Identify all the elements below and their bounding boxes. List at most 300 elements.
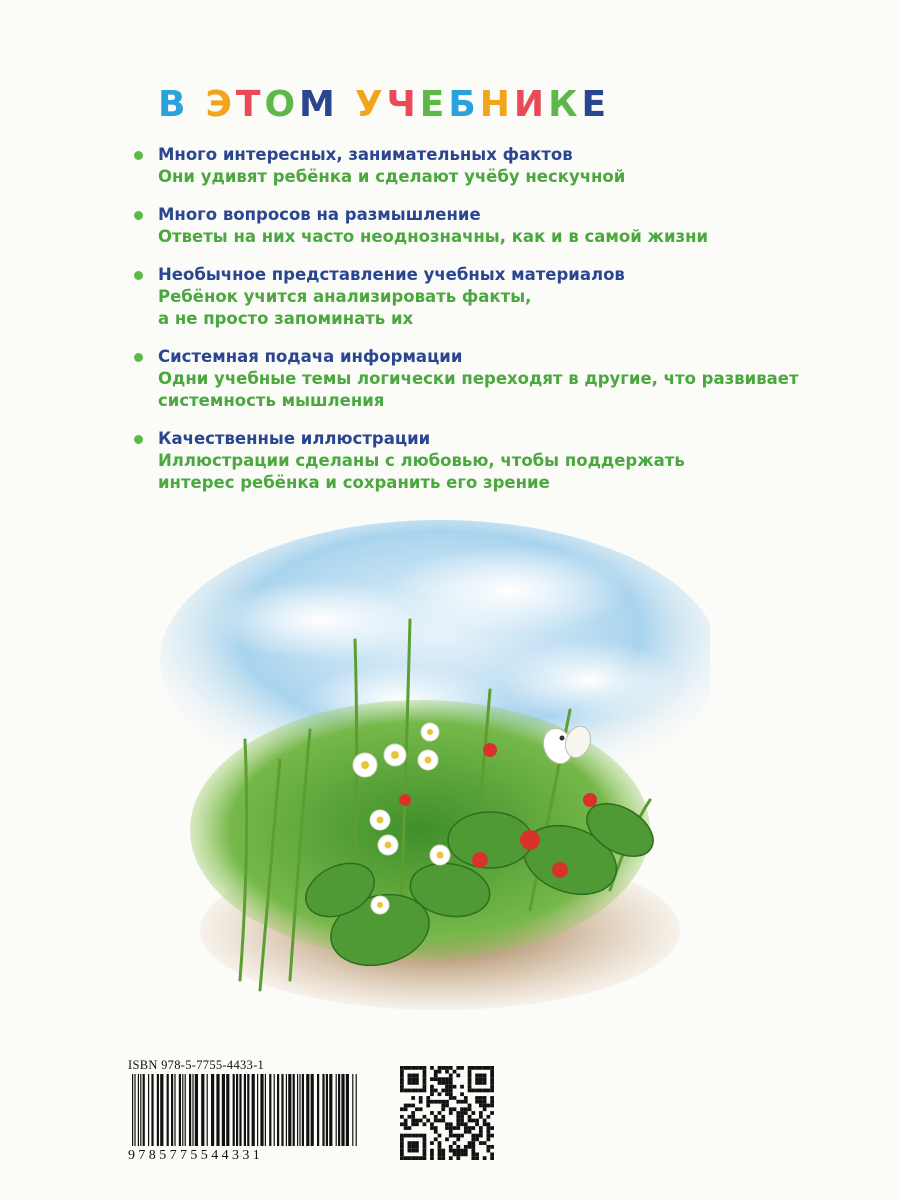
qr-module xyxy=(460,1085,464,1089)
qr-module xyxy=(411,1122,415,1126)
barcode-block xyxy=(128,1058,366,1168)
qr-module xyxy=(464,1145,468,1149)
qr-module xyxy=(479,1126,483,1130)
qr-module xyxy=(426,1104,430,1108)
qr-module xyxy=(415,1077,419,1081)
qr-module xyxy=(411,1077,415,1081)
feature-description: Они удивят ребёнка и сделают учёбу нескучной xyxy=(158,167,626,186)
qr-module xyxy=(486,1089,490,1093)
qr-module xyxy=(445,1077,449,1081)
qr-module xyxy=(419,1134,423,1138)
qr-module xyxy=(445,1104,449,1108)
qr-module xyxy=(453,1107,457,1111)
qr-module xyxy=(471,1137,475,1141)
qr-module xyxy=(456,1145,460,1149)
qr-module xyxy=(434,1070,438,1074)
qr-module xyxy=(434,1089,438,1093)
qr-module xyxy=(486,1066,490,1070)
barcode-bar xyxy=(322,1074,324,1146)
qr-module xyxy=(408,1081,412,1085)
qr-module xyxy=(400,1077,404,1081)
barcode-bar xyxy=(201,1074,204,1146)
qr-module xyxy=(483,1122,487,1126)
barcode-bar xyxy=(207,1074,208,1146)
barcode-bar xyxy=(195,1074,198,1146)
qr-module xyxy=(449,1096,453,1100)
qr-module xyxy=(453,1126,457,1130)
qr-module xyxy=(415,1074,419,1078)
qr-module xyxy=(453,1096,457,1100)
qr-module xyxy=(441,1115,445,1119)
barcode-bar xyxy=(157,1074,159,1146)
qr-module xyxy=(456,1134,460,1138)
qr-module xyxy=(479,1077,483,1081)
qr-module xyxy=(426,1096,430,1100)
qr-module xyxy=(453,1070,457,1074)
qr-module xyxy=(475,1077,479,1081)
feature-description: Ребёнок учится анализировать факты, xyxy=(158,287,532,306)
qr-module xyxy=(430,1085,434,1089)
qr-module xyxy=(479,1104,483,1108)
qr-module xyxy=(434,1126,438,1130)
qr-module xyxy=(490,1077,494,1081)
qr-module xyxy=(453,1141,457,1145)
qr-module xyxy=(400,1149,404,1153)
qr-module xyxy=(468,1104,472,1108)
qr-module xyxy=(471,1119,475,1123)
qr-module xyxy=(423,1077,427,1081)
qr-module xyxy=(404,1156,408,1160)
qr-module xyxy=(434,1130,438,1134)
qr-module xyxy=(456,1137,460,1141)
qr-module xyxy=(445,1070,449,1074)
feature-list xyxy=(132,144,852,494)
qr-module xyxy=(415,1107,419,1111)
qr-module xyxy=(400,1122,404,1126)
qr-module xyxy=(430,1089,434,1093)
qr-module xyxy=(438,1081,442,1085)
qr-module xyxy=(438,1134,442,1138)
qr-module xyxy=(400,1070,404,1074)
qr-module xyxy=(456,1115,460,1119)
qr-module xyxy=(426,1100,430,1104)
qr-module xyxy=(411,1115,415,1119)
qr-module xyxy=(423,1074,427,1078)
qr-module xyxy=(468,1085,472,1089)
qr-module xyxy=(438,1145,442,1149)
qr-module xyxy=(468,1141,472,1145)
feature-item xyxy=(132,346,852,412)
qr-module xyxy=(441,1100,445,1104)
qr-module xyxy=(411,1156,415,1160)
barcode-bar xyxy=(185,1074,186,1146)
qr-module xyxy=(490,1111,494,1115)
qr-module xyxy=(479,1074,483,1078)
feature-title: Много вопросов на размышление xyxy=(158,205,481,224)
qr-module xyxy=(483,1156,487,1160)
qr-module xyxy=(423,1115,427,1119)
barcode-bar xyxy=(257,1074,258,1146)
qr-module xyxy=(486,1149,490,1153)
qr-module xyxy=(449,1111,453,1115)
qr-module xyxy=(468,1070,472,1074)
qr-module xyxy=(460,1111,464,1115)
qr-module xyxy=(415,1081,419,1085)
qr-module xyxy=(415,1122,419,1126)
bullet-icon xyxy=(134,271,143,280)
qr-module xyxy=(445,1100,449,1104)
qr-module xyxy=(423,1145,427,1149)
heading-space xyxy=(339,84,355,125)
qr-module xyxy=(445,1081,449,1085)
qr-module xyxy=(400,1085,404,1089)
qr-module xyxy=(434,1119,438,1123)
qr-module xyxy=(441,1119,445,1123)
feature-description: Ответы на них часто неоднозначны, как и в самой жизни xyxy=(158,227,709,246)
qr-module xyxy=(408,1089,412,1093)
qr-module xyxy=(441,1077,445,1081)
qr-module xyxy=(423,1070,427,1074)
barcode-bar xyxy=(140,1074,141,1146)
qr-module xyxy=(411,1111,415,1115)
qr-module xyxy=(419,1066,423,1070)
qr-module xyxy=(449,1074,453,1078)
qr-module xyxy=(468,1145,472,1149)
qr-module xyxy=(419,1100,423,1104)
qr-module xyxy=(438,1077,442,1081)
qr-module xyxy=(400,1134,404,1138)
qr-module xyxy=(438,1070,442,1074)
qr-module xyxy=(404,1104,408,1108)
qr-code-icon xyxy=(400,1066,494,1160)
barcode-bar xyxy=(182,1074,183,1146)
qr-module xyxy=(438,1111,442,1115)
heading-letter: Е xyxy=(581,84,611,125)
heading-letter: Т xyxy=(235,84,265,125)
qr-module xyxy=(430,1111,434,1115)
qr-module xyxy=(423,1141,427,1145)
heading-letter: В xyxy=(158,84,190,125)
qr-module xyxy=(460,1107,464,1111)
qr-module xyxy=(423,1066,427,1070)
qr-module xyxy=(430,1126,434,1130)
qr-module xyxy=(415,1149,419,1153)
qr-module xyxy=(400,1156,404,1160)
barcode-bar xyxy=(148,1074,149,1146)
qr-module xyxy=(471,1066,475,1070)
barcode-bar xyxy=(269,1074,271,1146)
qr-module xyxy=(490,1085,494,1089)
qr-module xyxy=(449,1145,453,1149)
qr-module xyxy=(411,1104,415,1108)
qr-module xyxy=(423,1149,427,1153)
qr-module xyxy=(479,1111,483,1115)
qr-module xyxy=(430,1141,434,1145)
qr-module xyxy=(471,1111,475,1115)
qr-module xyxy=(434,1074,438,1078)
qr-module xyxy=(400,1107,404,1111)
qr-module xyxy=(456,1152,460,1156)
qr-module xyxy=(468,1119,472,1123)
qr-module xyxy=(419,1089,423,1093)
qr-module xyxy=(445,1137,449,1141)
qr-module xyxy=(408,1077,412,1081)
qr-module xyxy=(464,1111,468,1115)
qr-module xyxy=(460,1119,464,1123)
qr-module xyxy=(449,1122,453,1126)
qr-module xyxy=(408,1149,412,1153)
qr-module xyxy=(423,1089,427,1093)
feature-item xyxy=(132,428,852,494)
barcode-bar xyxy=(352,1074,353,1146)
qr-module xyxy=(486,1115,490,1119)
heading-space xyxy=(189,84,205,125)
qr-module xyxy=(441,1107,445,1111)
qr-module xyxy=(460,1092,464,1096)
qr-module xyxy=(408,1145,412,1149)
qr-module xyxy=(483,1066,487,1070)
qr-module xyxy=(464,1152,468,1156)
barcode-bar xyxy=(281,1074,283,1146)
qr-module xyxy=(423,1156,427,1160)
qr-module xyxy=(471,1149,475,1153)
qr-module xyxy=(411,1081,415,1085)
qr-module xyxy=(404,1119,408,1123)
qr-module xyxy=(453,1134,457,1138)
qr-module xyxy=(438,1092,442,1096)
qr-module xyxy=(468,1126,472,1130)
qr-module xyxy=(411,1119,415,1123)
qr-module xyxy=(430,1122,434,1126)
qr-module xyxy=(490,1100,494,1104)
heading-letter: О xyxy=(264,84,300,125)
qr-module xyxy=(483,1100,487,1104)
qr-module xyxy=(445,1122,449,1126)
qr-module xyxy=(419,1107,423,1111)
qr-module xyxy=(408,1104,412,1108)
barcode-bar xyxy=(236,1074,238,1146)
qr-module xyxy=(423,1137,427,1141)
qr-module xyxy=(404,1089,408,1093)
barcode-bar xyxy=(239,1074,241,1146)
qr-module xyxy=(400,1089,404,1093)
qr-module xyxy=(445,1092,449,1096)
qr-module xyxy=(438,1141,442,1145)
qr-module xyxy=(486,1137,490,1141)
qr-module xyxy=(471,1152,475,1156)
qr-module xyxy=(490,1074,494,1078)
qr-module xyxy=(456,1111,460,1115)
barcode-bar xyxy=(143,1074,145,1146)
qr-module xyxy=(449,1085,453,1089)
qr-module xyxy=(449,1089,453,1093)
qr-module xyxy=(434,1100,438,1104)
qr-module xyxy=(483,1081,487,1085)
barcode-bar xyxy=(211,1074,214,1146)
qr-module xyxy=(464,1130,468,1134)
qr-module xyxy=(490,1134,494,1138)
qr-module xyxy=(449,1092,453,1096)
qr-module xyxy=(419,1156,423,1160)
heading-letter: Э xyxy=(205,84,236,125)
feature-description: а не просто запоминать их xyxy=(158,309,414,328)
qr-module xyxy=(400,1137,404,1141)
qr-module xyxy=(468,1115,472,1119)
heading-letter: И xyxy=(513,84,549,125)
qr-module xyxy=(430,1077,434,1081)
qr-module xyxy=(464,1122,468,1126)
qr-module xyxy=(483,1107,487,1111)
qr-module xyxy=(479,1100,483,1104)
qr-module xyxy=(445,1085,449,1089)
qr-module xyxy=(415,1141,419,1145)
barcode-bar xyxy=(317,1074,319,1146)
qr-module xyxy=(490,1066,494,1070)
isbn-number: ISBN 978-5-7755-4433-1 xyxy=(128,1058,265,1072)
qr-module xyxy=(411,1145,415,1149)
strawberry-meadow-illustration xyxy=(150,510,710,1030)
qr-module xyxy=(468,1130,472,1134)
qr-module xyxy=(486,1126,490,1130)
barcode-bar xyxy=(286,1074,287,1146)
qr-module xyxy=(423,1122,427,1126)
barcode-bar xyxy=(346,1074,349,1146)
qr-module xyxy=(438,1119,442,1123)
qr-module xyxy=(475,1100,479,1104)
barcode-bar xyxy=(160,1074,163,1146)
qr-module xyxy=(490,1145,494,1149)
qr-module xyxy=(475,1156,479,1160)
barcode-bar xyxy=(297,1074,298,1146)
qr-module xyxy=(449,1134,453,1138)
qr-module xyxy=(411,1141,415,1145)
barcode-bar xyxy=(356,1074,357,1146)
qr-module xyxy=(471,1134,475,1138)
qr-module xyxy=(471,1126,475,1130)
qr-module xyxy=(423,1152,427,1156)
barcode-bar xyxy=(247,1074,249,1146)
barcode-bar xyxy=(277,1074,279,1146)
qr-module xyxy=(441,1066,445,1070)
qr-module xyxy=(400,1141,404,1145)
qr-module xyxy=(411,1089,415,1093)
qr-module xyxy=(400,1152,404,1156)
qr-module xyxy=(475,1134,479,1138)
barcode-bar xyxy=(233,1074,235,1146)
barcode-bar xyxy=(179,1074,181,1146)
qr-module xyxy=(441,1156,445,1160)
qr-module xyxy=(456,1156,460,1160)
feature-description: Одни учебные темы логически переходят в другие, что развивает xyxy=(158,369,799,388)
qr-module xyxy=(423,1134,427,1138)
qr-module xyxy=(460,1122,464,1126)
qr-module xyxy=(456,1100,460,1104)
qr-module xyxy=(486,1145,490,1149)
heading-letter: Е xyxy=(419,84,449,125)
qr-module xyxy=(460,1100,464,1104)
qr-module xyxy=(475,1074,479,1078)
bullet-icon xyxy=(134,353,143,362)
barcode-bar xyxy=(216,1074,219,1146)
qr-module xyxy=(434,1077,438,1081)
qr-module xyxy=(430,1152,434,1156)
qr-module xyxy=(475,1089,479,1093)
qr-module xyxy=(404,1107,408,1111)
qr-module xyxy=(471,1089,475,1093)
qr-module xyxy=(430,1156,434,1160)
qr-module xyxy=(464,1149,468,1153)
barcode-bar xyxy=(329,1074,332,1146)
qr-module xyxy=(449,1126,453,1130)
qr-module xyxy=(460,1134,464,1138)
heading-letter: Ч xyxy=(386,84,420,125)
qr-module xyxy=(400,1074,404,1078)
barcode-bar xyxy=(252,1074,255,1146)
qr-module xyxy=(464,1096,468,1100)
qr-module xyxy=(479,1081,483,1085)
qr-module xyxy=(479,1096,483,1100)
qr-module xyxy=(483,1141,487,1145)
qr-module xyxy=(423,1081,427,1085)
qr-module xyxy=(483,1089,487,1093)
bullet-icon xyxy=(134,151,143,160)
qr-module xyxy=(468,1077,472,1081)
qr-module xyxy=(460,1115,464,1119)
qr-module xyxy=(475,1081,479,1085)
qr-module xyxy=(411,1066,415,1070)
bullet-icon xyxy=(134,211,143,220)
qr-module xyxy=(490,1096,494,1100)
qr-module xyxy=(479,1089,483,1093)
qr-module xyxy=(479,1134,483,1138)
barcode-bar xyxy=(192,1074,193,1146)
qr-module xyxy=(456,1074,460,1078)
qr-module xyxy=(490,1104,494,1108)
qr-module xyxy=(449,1156,453,1160)
qr-module xyxy=(441,1104,445,1108)
barcode-bar xyxy=(336,1074,337,1146)
qr-module xyxy=(411,1149,415,1153)
qr-module xyxy=(456,1126,460,1130)
qr-module xyxy=(453,1149,457,1153)
feature-title: Системная подача информации xyxy=(158,347,463,366)
qr-module xyxy=(471,1156,475,1160)
qr-module xyxy=(490,1156,494,1160)
barcode-bar xyxy=(174,1074,175,1146)
qr-module xyxy=(445,1089,449,1093)
qr-module xyxy=(411,1074,415,1078)
qr-module xyxy=(479,1115,483,1119)
qr-module xyxy=(400,1115,404,1119)
qr-module xyxy=(479,1141,483,1145)
qr-module xyxy=(464,1126,468,1130)
qr-module xyxy=(471,1141,475,1145)
qr-module xyxy=(415,1156,419,1160)
qr-module xyxy=(404,1126,408,1130)
qr-module xyxy=(445,1066,449,1070)
qr-module xyxy=(445,1126,449,1130)
qr-module xyxy=(404,1134,408,1138)
qr-module xyxy=(453,1152,457,1156)
qr-module xyxy=(438,1156,442,1160)
qr-module xyxy=(438,1066,442,1070)
barcode-bar xyxy=(138,1074,139,1146)
qr-module xyxy=(434,1137,438,1141)
feature-title: Необычное представление учебных материалов xyxy=(158,265,625,284)
barcode-bar xyxy=(306,1074,309,1146)
qr-module xyxy=(430,1100,434,1104)
qr-module xyxy=(408,1066,412,1070)
